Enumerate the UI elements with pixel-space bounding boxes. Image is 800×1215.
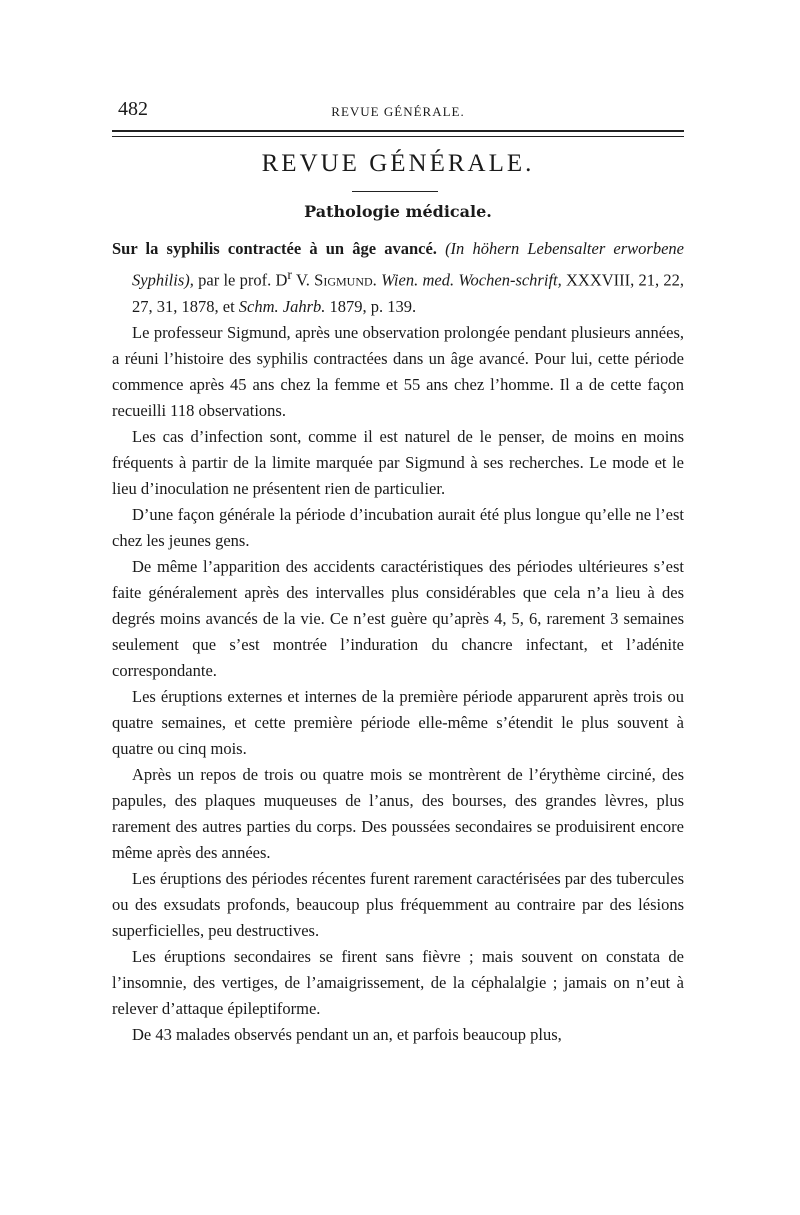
- reference-journal: Wien. med. Wochen-schrift,: [381, 270, 562, 290]
- reference-year-page: 1879, p. 139.: [329, 296, 417, 316]
- reference-journal-2: Schm. Jahrb.: [238, 296, 326, 316]
- paragraph: Après un repos de trois ou quatre mois se montrèrent de l’érythème circiné, des papules, des plaques muqueuses de l’anus, des bourses, des grandes lèvres, plus rarement des autres parties du corps. Des poussées secondaires se produisirent encore même après des années.: [112, 764, 684, 862]
- paragraph: De même l’apparition des accidents caractéristiques des périodes ultérieures s’est faite généralement après des intervalles plus considérables que cela n’a lieu à des degrés moins avancés de la vie. Ce n’est guère qu’après 4, 5, 6, rarement 3 semaines seulement que s’est montrée l’induration du chancre infectant, et l’adénite correspondante.: [112, 556, 684, 680]
- page-number: 482: [118, 98, 148, 120]
- running-head: [112, 98, 684, 128]
- title-divider: [352, 191, 438, 192]
- paragraph: De 43 malades observés pendant un an, et parfois beaucoup plus,: [132, 1024, 562, 1044]
- header-rule-thin: [112, 136, 684, 137]
- reference-author-initial: V.: [295, 270, 310, 290]
- paragraph: Le professeur Sigmund, après une observation prolongée pendant plusieurs années, a réuni l’histoire des syphilis contractées dans un âge avancé. Pour lui, cette période commence après 45 ans chez la femme et 55 ans chez l’homme. Il a de cette façon recueilli 118 observations.: [112, 322, 684, 420]
- paragraph: Les cas d’infection sont, comme il est naturel de le penser, de moins en moins fréquents à partir de la limite marquée par Sigmund à ses recherches. Le mode et le lieu d’inoculation ne présentent rien de particulier.: [112, 426, 684, 498]
- reference-by: par le prof. D: [198, 270, 288, 290]
- article-body: [112, 236, 684, 1048]
- reference-dr-sup: r: [287, 267, 293, 282]
- paragraph: Les éruptions secondaires se firent sans fièvre ; mais souvent on constata de l’insomnie, des vertiges, de l’amaigrissement, de la céphalalgie ; jamais on n’eut à relever d’attaque épileptiforme.: [112, 946, 684, 1018]
- paragraph: Les éruptions externes et internes de la première période apparurent après trois ou quatre semaines, et cette première période elle-même s’étendit le plus souvent à quatre ou cinq mois.: [112, 686, 684, 758]
- paragraph: Les éruptions des périodes récentes furent rarement caractérisées par des tubercules ou des exsudats profonds, beaucoup plus fréquemment au contraire par des lésions superficielles, peu destructives.: [112, 868, 684, 940]
- running-title: REVUE GÉNÉRALE.: [331, 104, 465, 119]
- reference-german-title: (In höhern Lebensalter erworbene Syphilis),: [132, 239, 684, 290]
- subsection-title: Pathologie médicale.: [304, 202, 492, 221]
- header-rule-thick: [112, 130, 684, 132]
- reference-entry: [112, 236, 684, 320]
- paragraph: D’une façon générale la période d’incubation aurait été plus longue qu’elle ne l’est chez les jeunes gens.: [112, 504, 684, 550]
- section-title: REVUE GÉNÉRALE.: [261, 150, 535, 177]
- reference-volume: XXXVIII, 21, 22, 27, 31, 1878, et: [132, 270, 685, 316]
- reference-author: Sigmund.: [314, 270, 377, 290]
- reference-title: Sur la syphilis contractée à un âge avancé.: [112, 239, 437, 258]
